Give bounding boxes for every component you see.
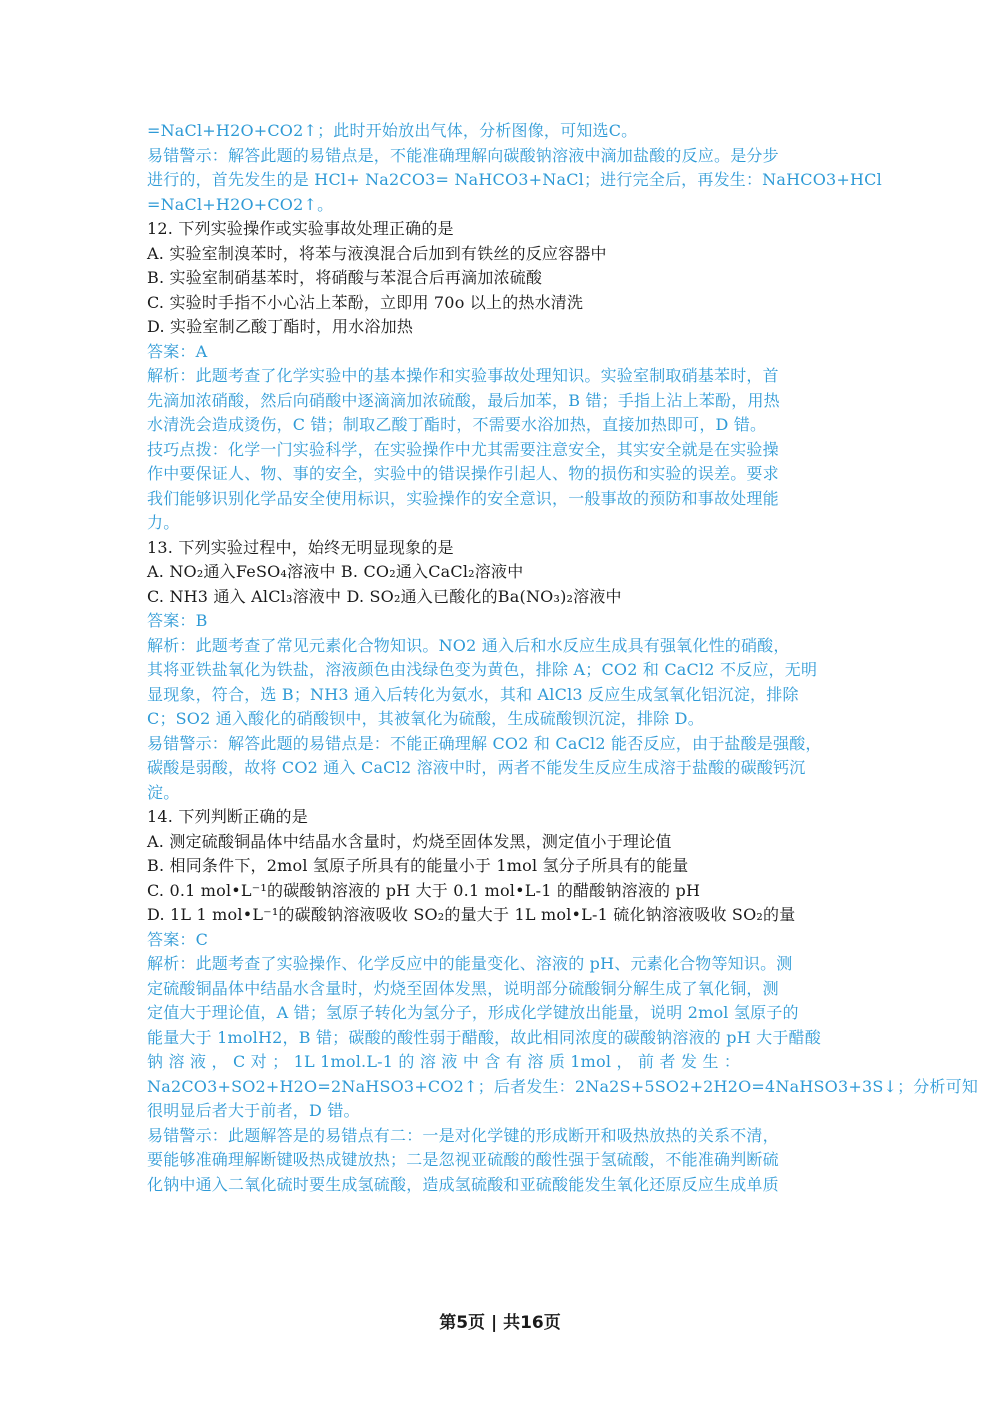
text-line: 钠 溶 液 ， C 对 ； 1L 1mol.L-1 的 溶 液 中 含 有 溶 质 1mol ， 前 者 发 生 ： xyxy=(147,1052,741,1071)
text-line: 解析：此题考查了实验操作、化学反应中的能量变化、溶液的 pH、元素化合物等知识。测 xyxy=(147,954,793,973)
text-line: =NaCl+H2O+CO2↑；此时开始放出气体，分析图像，可知选C。 xyxy=(147,121,638,140)
text-line: 淀。 xyxy=(147,782,180,802)
text-line: B. 相同条件下，2mol 氢原子所具有的能量小于 1mol 氢分子所具有的能量 xyxy=(147,856,689,875)
text-line: 12. 下列实验操作或实验事故处理正确的是 xyxy=(147,219,454,238)
text-line: 水清洗会造成烫伤，C 错；制取乙酸丁酯时，不需要水浴加热，直接加热即可，D 错。 xyxy=(147,415,767,434)
page-number-label: 第5页 | 共16页 xyxy=(439,1313,561,1333)
text-line: 14. 下列判断正确的是 xyxy=(147,807,308,826)
text-line: 易错警示：解答此题的易错点是：不能正确理解 CO2 和 CaCl2 能否反应，由于盐酸是强酸， xyxy=(147,733,822,753)
text-line: 解析：此题考查了常见元素化合物知识。NO2 通入后和水反应生成具有强氧化性的硝酸， xyxy=(147,635,790,655)
text-line: C. NH3 通入 AlCl₃溶液中 D. SO₂通入已酸化的Ba(NO₃)₂溶液中 xyxy=(147,586,622,606)
text-line: 力。 xyxy=(147,513,180,532)
text-line: 能量大于 1molH2，B 错；碳酸的酸性弱于醋酸，故此相同浓度的碳酸钠溶液的 pH 大于醋酸 xyxy=(147,1027,821,1047)
text-line: 化钠中通入二氧化硫时要生成氢硫酸，造成氢硫酸和亚硫酸能发生氧化还原反应生成单质 xyxy=(147,1174,779,1194)
text-line: 解析：此题考查了化学实验中的基本操作和实验事故处理知识。实验室制取硝基苯时，首 xyxy=(147,366,779,385)
text-line: 作中要保证人、物、事的安全，实验中的错误操作引起人、物的损伤和实验的误差。要求 xyxy=(147,464,779,483)
text-line: C. 0.1 mol•L⁻¹的碳酸钠溶液的 pH 大于 0.1 mol•L-1 的醋酸钠溶液的 pH xyxy=(147,880,701,900)
text-line: 碳酸是弱酸，故将 CO2 通入 CaCl2 溶液中时，两者不能发生反应生成溶于盐酸的碳酸钙沉 xyxy=(147,758,806,777)
text-line: 易错警示：此题解答是的易错点有二：一是对化学键的形成断开和吸热放热的关系不清， xyxy=(147,1125,779,1145)
text-line: C. 实验时手指不小心沾上苯酚，立即用 70o 以上的热水清洗 xyxy=(147,292,584,312)
text-line: 答案：A xyxy=(147,341,208,361)
document-body xyxy=(147,119,979,1197)
text-line: 要能够准确理解断键吸热成键放热；二是忽视亚硫酸的酸性强于氢硫酸，不能准确判断硫 xyxy=(147,1150,779,1169)
text-line: A. 测定硫酸铜晶体中结晶水含量时，灼烧至固体发黑，测定值小于理论值 xyxy=(147,831,672,851)
text-line: B. 实验室制硝基苯时，将硝酸与苯混合后再滴加浓硫酸 xyxy=(147,268,543,287)
text-line: A. 实验室制溴苯时，将苯与液溴混合后加到有铁丝的反应容器中 xyxy=(147,243,607,263)
text-line: 答案：B xyxy=(147,611,208,630)
text-line: 我们能够识别化学品安全使用标识，实验操作的安全意识，一般事故的预防和事故处理能 xyxy=(147,488,779,508)
page-footer xyxy=(0,1308,1000,1333)
text-line: 答案：C xyxy=(147,929,209,949)
text-line: 定硫酸铜晶体中结晶水含量时，灼烧至固体发黑，说明部分硫酸铜分解生成了氧化铜，测 xyxy=(147,978,779,998)
text-line: 先滴加浓硝酸，然后向硝酸中逐滴滴加浓硫酸，最后加苯，B 错；手指上沾上苯酚，用热 xyxy=(147,390,780,410)
text-line: 进行的，首先发生的是 HCl+ Na2CO3= NaHCO3+NaCl；进行完全后，再发生：NaHCO3+HCl xyxy=(147,170,882,189)
text-line: 其将亚铁盐氧化为铁盐，溶液颜色由浅绿色变为黄色，排除 A；CO2 和 CaCl2 不反应，无明 xyxy=(147,660,818,679)
text-line: A. NO₂通入FeSO₄溶液中 B. CO₂通入CaCl₂溶液中 xyxy=(147,562,524,581)
text-line: 显现象，符合，选 B；NH3 通入后转化为氨水，其和 AlCl3 反应生成氢氧化铝沉淀，排除 xyxy=(147,684,799,704)
text-line: 易错警示：解答此题的易错点是，不能准确理解向碳酸钠溶液中滴加盐酸的反应。是分步 xyxy=(147,145,779,165)
text-line: =NaCl+H2O+CO2↑。 xyxy=(147,194,334,214)
text-line: C；SO2 通入酸化的硝酸钡中，其被氧化为硫酸，生成硫酸钡沉淀，排除 D。 xyxy=(147,709,704,728)
text-line: 定值大于理论值，A 错；氢原子转化为氢分子，形成化学键放出能量，说明 2mol 氢原子的 xyxy=(147,1003,799,1022)
text-line: 很明显后者大于前者，D 错。 xyxy=(147,1101,360,1120)
text-line: 13. 下列实验过程中，始终无明显现象的是 xyxy=(147,537,454,557)
text-line: D. 1L 1 mol•L⁻¹的碳酸钠溶液吸收 SO₂的量大于 1L mol•L-1 硫化钠溶液吸收 SO₂的量 xyxy=(147,905,796,924)
text-line: D. 实验室制乙酸丁酯时，用水浴加热 xyxy=(147,317,414,336)
text-line: Na2CO3+SO2+H2O=2NaHSO3+CO2↑；后者发生：2Na2S+5SO2+2H2O=4NaHSO3+3S↓；分析可知 xyxy=(147,1076,979,1096)
text-line: 技巧点拨：化学一门实验科学，在实验操作中尤其需要注意安全，其实安全就是在实验操 xyxy=(147,439,779,459)
